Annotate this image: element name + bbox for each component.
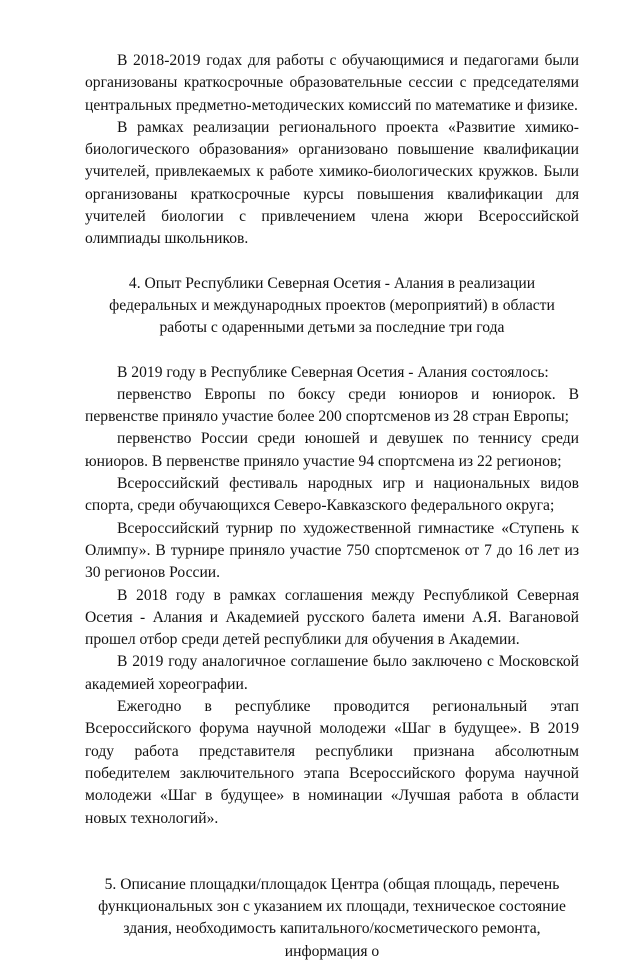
paragraph-ballet-academy: В 2018 году в рамках соглашения между Республикой Северная Осетия - Алания и Академией русского балета имени А.Я. Вагановой прошел отбор среди детей республики для обучения в Академии.: [85, 586, 579, 649]
paragraph-tennis: первенство России среди юношей и девушек по теннису среди юниоров. В первенстве приняло участие 94 спортсмена из 22 регионов;: [85, 430, 579, 470]
spacer: [85, 830, 579, 874]
paragraph-step-into-future: Ежегодно в республике проводится региональный этап Всероссийского форума научной молодежи «Шаг в будущее». В 2019 году работа представителя республики признана абсолютным победителем заключительного этапа Всероссийского форума научной молодежи «Шаг в будущее» в номинации «Лучшая работа в области новых технологий».: [85, 698, 579, 827]
paragraph-sessions: В 2018-2019 годах для работы с обучающимися и педагогами были организованы краткосрочные образовательные сессии с председателями центральных предметно-методических комиссий по математике и физике.: [85, 52, 579, 114]
paragraph-chem-bio-project: В рамках реализации регионального проекта «Развитие химико-биологического образования» организовано повышение квалификации учителей, привлекаемых к работе химико-биологических кружков. Были организованы краткосрочные курсы повышения квалификации для учителей биологии с привлечением члена жюри Всероссийской олимпиады школьников.: [85, 118, 579, 248]
section-heading-5: 5. Описание площадки/площадок Центра (общая площадь, перечень функциональных зон с указанием их площади, техническое состояние здания, необходимость капитального/косметического ремонта, информация о: [98, 875, 566, 960]
paragraph-folk-games-festival: Всероссийский фестиваль народных игр и национальных видов спорта, среди обучающихся Северо-Кавказского федерального округа;: [85, 475, 579, 515]
spacer: [85, 251, 579, 273]
paragraph-choreography-academy: В 2019 году аналогичное соглашение было заключено с Московской академией хореографии.: [85, 653, 579, 693]
paragraph-gymnastics: Всероссийский турнир по художественной гимнастике «Ступень к Олимпу». В турнире приняло участие 750 спортсменок от 7 до 16 лет из 30 регионов России.: [85, 519, 579, 582]
paragraph-2019-events-intro: В 2019 году в Республике Северная Осетия - Алания состоялось:: [117, 363, 549, 381]
spacer: [85, 340, 579, 362]
section-heading-4: 4. Опыт Республики Северная Осетия - Алания в реализации федеральных и международных проектов (мероприятий) в области работы с одаренными детьми за последние три года: [109, 274, 555, 337]
paragraph-boxing: первенство Европы по боксу среди юниоров и юниорок. В первенстве приняло участие более 200 спортсменов из 28 стран Европы;: [85, 385, 579, 426]
